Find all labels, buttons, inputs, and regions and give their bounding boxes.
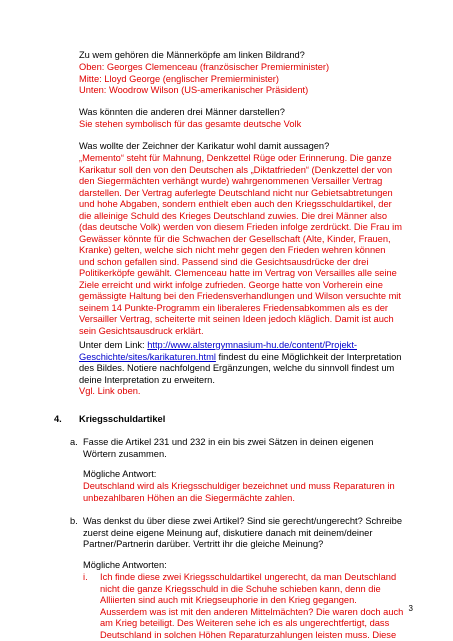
answer-other-men: Sie stehen symbolisch für das gesamte deutsche Volk (79, 119, 302, 129)
link-after: findest du eine Möglichkeit der Interpretation des Bildes. Notiere nachfolgend Ergänzungen, welche du sinnvoll findest um deine Interpretation zu erweitern. (79, 351, 402, 385)
item-a-answer: Deutschland wird als Kriegsschuldiger bezeichnet und muss Reparaturen in unbezahlbaren Höhen an die Siegermächte zahlen. (83, 481, 395, 503)
section-title: Kriegsschuldartikel (79, 414, 166, 424)
karikaturen-link[interactable]: http://www.alstergymnasium-hu.de/content/Projekt- Geschichte/sites/karikaturen.html (79, 340, 358, 362)
link-paragraph (79, 340, 419, 386)
item-b-i-label: i. (83, 572, 88, 582)
item-b-i-answer: Ich finde diese zwei Kriegsschuldartikel ungerecht, da man Deutschland nicht die ganze Kriegsschuld in die Schuhe schieben kann, denn die Alliierten sind auch mit Kriegseuphorie in den Krieg gegangen. Ausserdem was ist mit den anderen Mittelmächten? Die waren doch auch am Krieg beteiligt. Des Weiteren sehe ich es als ungerechtfertigt, dass Deutschland in solchen Höhen Reparaturzahlungen leisten muss. Diese (100, 572, 404, 640)
question-meaning: Was wollte der Zeichner der Karikatur wohl damit aussagen? (79, 141, 330, 151)
question-heads: Zu wem gehören die Männerköpfe am linken Bildrand? (79, 50, 305, 60)
item-b-question: Was denkst du über diese zwei Artikel? Sind sie gerecht/ungerecht? Schreibe zuerst deine eigene Meinung auf, diskutiere danach mit deinem/deiner Partner/Partnerin darüber. Vertritt ihr die gleiche Meinung? (83, 516, 403, 549)
item-a-answer-label: Mögliche Antwort: (83, 469, 157, 479)
link-intro: Unter dem Link: (79, 340, 148, 350)
answer-heads: Oben: Georges Clemenceau (französischer Premierminister) Mitte: Lloyd George (englischer Premierminister) Unten: Woodrow Wilson (US-amerikanischer Präsident) (79, 62, 330, 95)
item-b-label: b. (70, 516, 78, 526)
question-other-men: Was könnten die anderen drei Männer darstellen? (79, 107, 285, 117)
answer-meaning: „Memento“ steht für Mahnung, Denkzettel Rüge oder Erinnerung. Die ganze Karikatur soll den von den Deutschen als „Diktatfrieden“ (Denkzettel der von den Siegermächten verhängt wurde) wahrgenommenen Versailler Vertrag darstellen. Der Vertrag auferlegte Deutschland nicht nur Gebietsabtretungen und hohe Abgaben, sondern enthielt eben auch den Kriegsschuldartikel, der die alleinige Schuld des Krieges Deutschland zuwies. Die drei Männer also (das deutsche Volk) werden von diesem Frieden infolge zerdrückt. Die Frau im Gewässer könnte für die Schwachen der Gesellschaft (Alte, Kinder, Frauen, Kranke) gelten, welche sich nicht mehr gegen den Frieden wehren können und schon gefallen sind. Passend sind die Gesichtsausdrücke der drei Politikerköpfe gewählt. Clemenceau hatte im Vertrag von Versailles alle seine Ziele erreicht und wirkt infolge zufrieden. George hatte von Vorherein eine gemässigte Haltung bei den Friedensverhandlungen und Wilson versuchte mit seinem 14 Punkte-Programm ein liberaleres Friedensabkommen als es der Versailler Vertrag, scheiterte mit seinen Ideen jedoch kläglich. Damit ist auch sein Gesichtsausdruck erklärt. (79, 153, 402, 336)
page-number: 3 (408, 604, 413, 613)
link-note: Vgl. Link oben. (79, 386, 141, 396)
item-a-question: Fasse die Artikel 231 und 232 in ein bis zwei Sätzen in deinen eigenen Wörtern zusammen. (83, 437, 374, 459)
item-b-answers-label: Mögliche Antworten: (83, 560, 167, 570)
item-a-label: a. (70, 437, 78, 447)
section-number: 4. (54, 414, 62, 424)
